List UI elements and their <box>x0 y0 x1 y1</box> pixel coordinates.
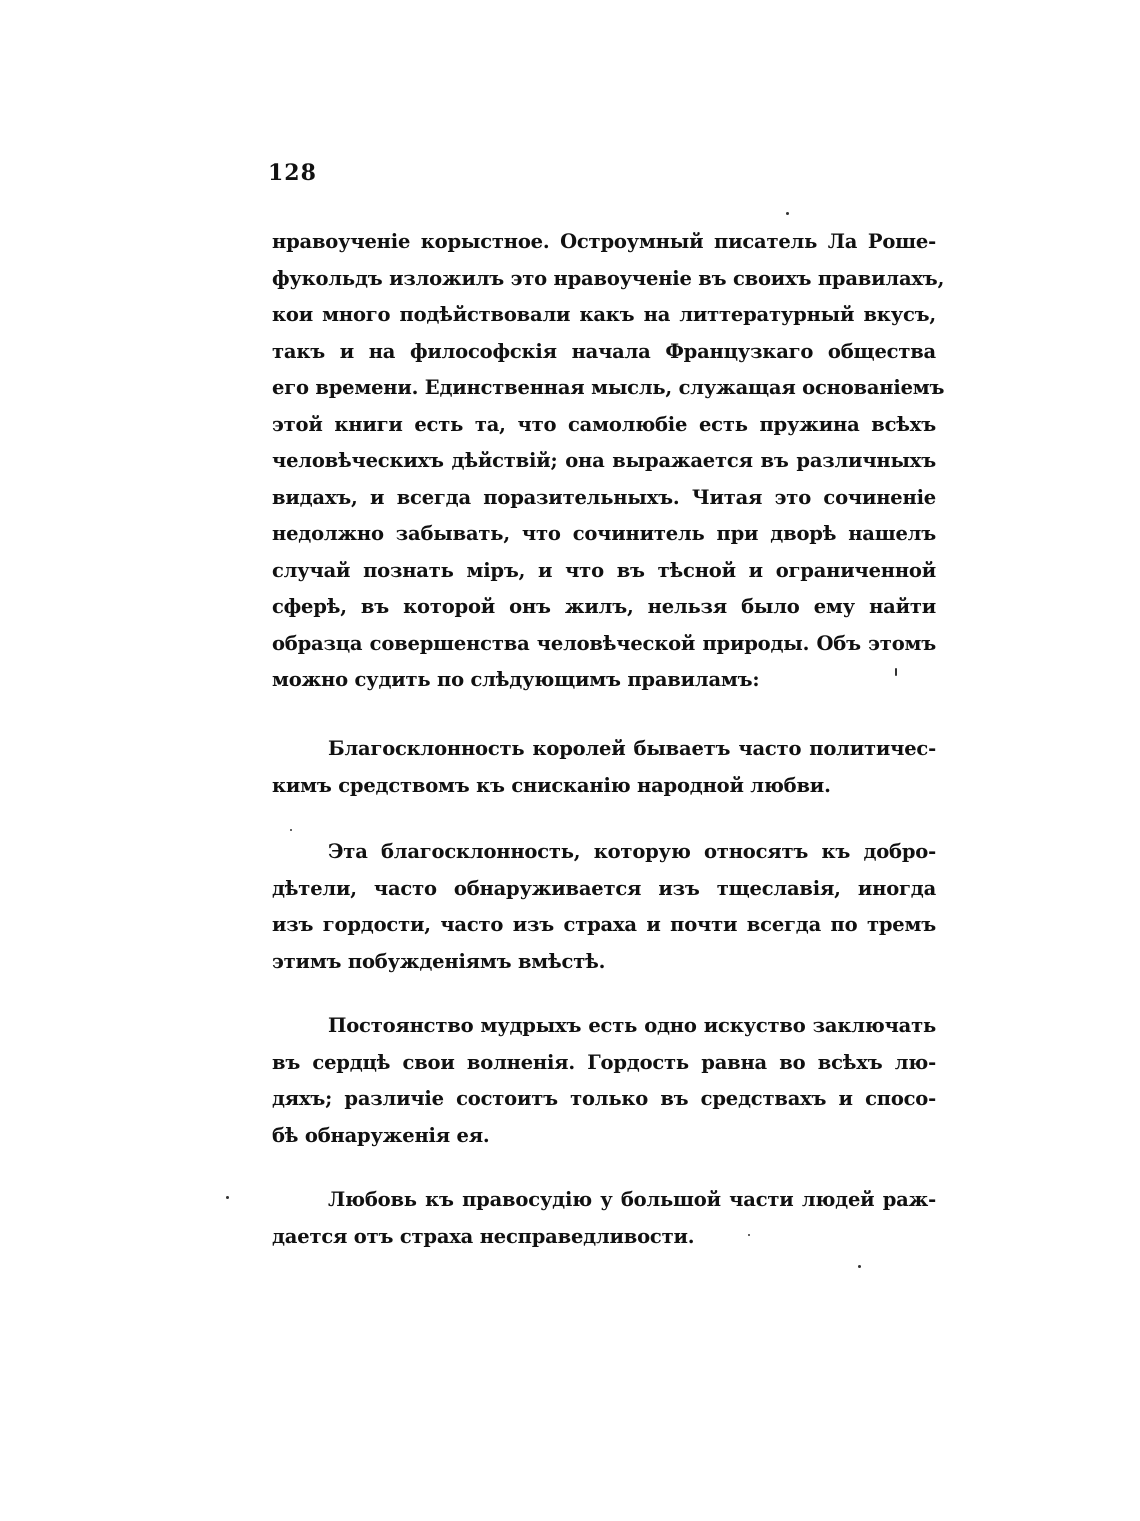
maxim-paragraph <box>272 731 936 804</box>
text-line: дяхъ; различіе состоитъ только въ средствахъ и спосо- <box>272 1087 936 1110</box>
page-number: 128 <box>268 160 317 186</box>
text-line: Любовь къ правосудію у большой части людей раж- <box>328 1188 936 1211</box>
text-line: Благосклонность королей бываетъ часто политичес- <box>328 737 936 760</box>
text-line: образца совершенства человѣческой природы. Объ этомъ <box>272 631 936 655</box>
text-line: Эта благосклонность, которую относятъ къ добро- <box>328 840 936 863</box>
text-line: такъ и на философскія начала Французкаго общества <box>272 339 936 363</box>
scan-speck <box>748 1234 750 1236</box>
text-line: фукольдъ изложилъ это нравоученіе въ своихъ правилахъ, <box>272 266 945 290</box>
text-line: этимъ побужденіямъ вмѣстѣ. <box>272 949 606 973</box>
text-line: человѣческихъ дѣйствій; она выражается въ различныхъ <box>272 449 936 472</box>
text-line: кои много подѣйствовали какъ на литтературный вкусъ, <box>272 303 936 326</box>
text-line: его времени. Единственная мысль, служащая основаніемъ <box>272 376 945 399</box>
text-line: Постоянство мудрыхъ есть одно искуство заключать <box>328 1014 936 1037</box>
maxim-paragraph <box>272 1008 936 1154</box>
intro-paragraph <box>272 224 945 699</box>
scan-speck <box>226 1196 229 1199</box>
text-line: можно судить по слѣдующимъ правиламъ: <box>272 668 760 691</box>
scan-speck <box>858 1265 861 1268</box>
text-line: недолжно забывать, что сочинитель при дворѣ нашелъ <box>272 522 936 545</box>
text-line: въ сердцѣ свои волненія. Гордость равна во всѣхъ лю- <box>272 1050 936 1074</box>
text-line: дѣтели, часто обнаруживается изъ тщеславія, иногда <box>272 876 936 900</box>
scan-speck <box>786 212 789 215</box>
maxim-paragraph <box>272 1182 936 1255</box>
text-line: бѣ обнаруженія ея. <box>272 1123 490 1147</box>
text-line: кимъ средствомъ къ снисканію народной любви. <box>272 773 831 797</box>
text-line: случай познать міръ, и что въ тѣсной и ограниченной <box>272 558 936 582</box>
text-line: этой книги есть та, что самолюбіе есть пружина всѣхъ <box>272 412 936 436</box>
text-line: дается отъ страха несправедливости. <box>272 1224 695 1248</box>
text-line: видахъ, и всегда поразительныхъ. Читая это сочиненіе <box>272 485 936 509</box>
maxim-paragraph <box>272 834 936 980</box>
text-line: изъ гордости, часто изъ страха и почти всегда по тремъ <box>272 913 936 936</box>
scan-speck <box>290 829 292 831</box>
scan-speck <box>895 668 897 676</box>
text-line: нравоученіе корыстное. Остроумный писатель Ла Роше- <box>272 230 936 253</box>
text-line: сферѣ, въ которой онъ жилъ, нельзя было ему найти <box>272 595 936 618</box>
